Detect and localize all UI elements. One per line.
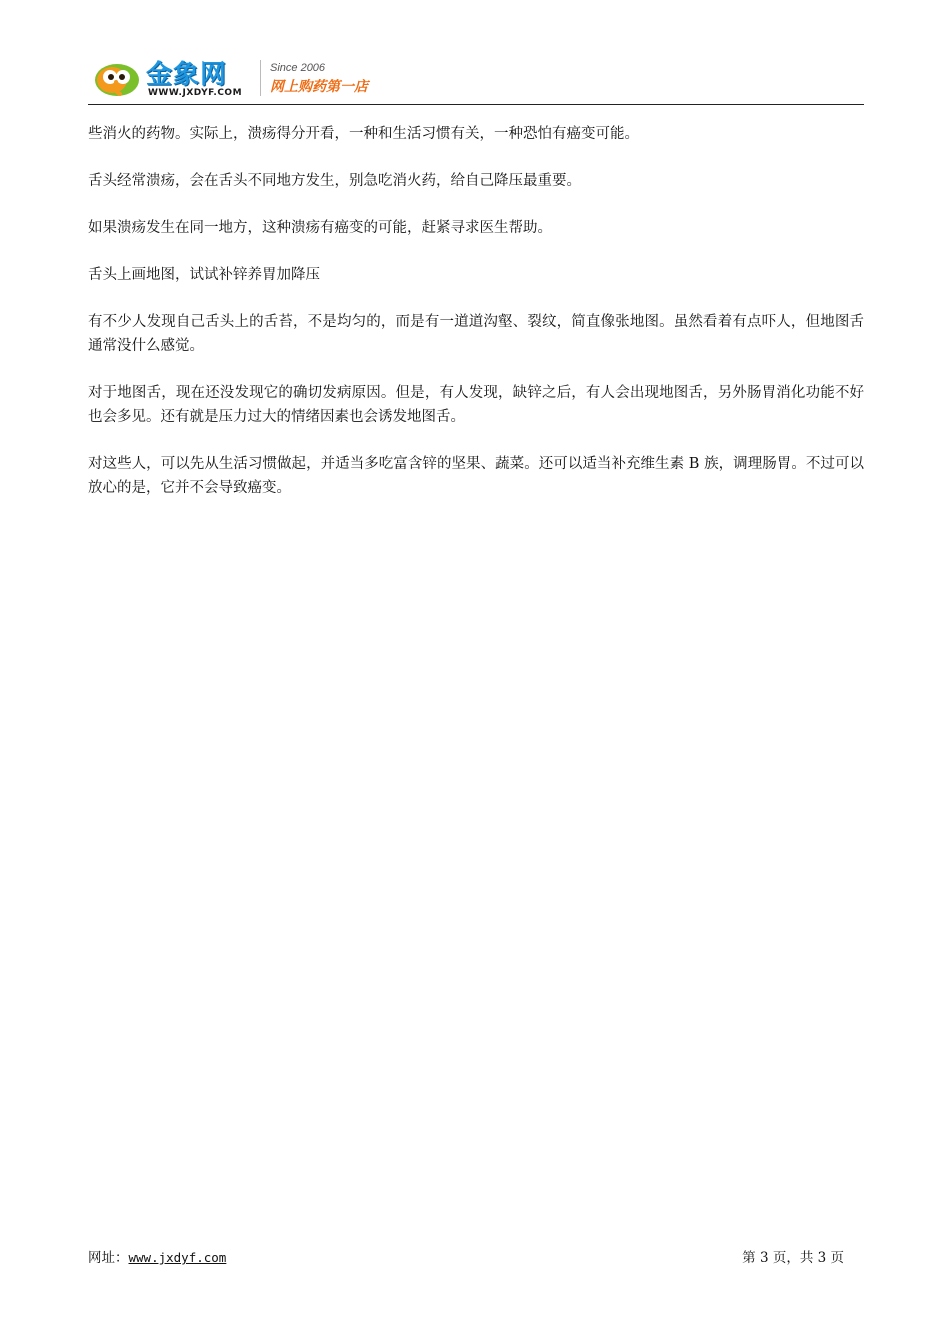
- site-logo[interactable]: [88, 52, 258, 100]
- page-footer: [88, 1246, 844, 1268]
- page-number: 第 3 页，共 3 页: [742, 1250, 844, 1266]
- header-divider: [260, 60, 261, 96]
- slogan-text: 网上购药第一店: [270, 79, 368, 95]
- paragraph: 对这些人，可以先从生活习惯做起，并适当多吃富含锌的坚果、蔬菜。还可以适当补充维生素 B 族，调理肠胃。不过可以放心的是，它并不会导致癌变。: [88, 456, 864, 496]
- paragraph: 舌头经常溃疡，会在舌头不同地方发生，别急吃消火药，给自己降压最重要。: [88, 173, 581, 189]
- footer-url-label: 网址：: [88, 1250, 129, 1266]
- logo-url-text: WWW.JXDYF.COM: [148, 88, 243, 98]
- elephant-mascot-icon: [92, 58, 142, 98]
- footer-url-block: [88, 1246, 226, 1266]
- paragraph: 有不少人发现自己舌头上的舌苔，不是均匀的，而是有一道道沟壑、裂纹，简直像张地图。虽然看着有点吓人，但地图舌通常没什么感觉。: [88, 314, 864, 354]
- paragraph: 如果溃疡发生在同一地方，这种溃疡有癌变的可能，赶紧寻求医生帮助。: [88, 220, 552, 236]
- page-header: [88, 52, 864, 105]
- since-text: Since 2006: [270, 62, 326, 74]
- document-body: [88, 122, 864, 523]
- footer-url-link[interactable]: www.jxdyf.com: [128, 1250, 227, 1265]
- paragraph: 些消火的药物。实际上，溃疡得分开看，一种和生活习惯有关，一种恐怕有癌变可能。: [88, 126, 639, 142]
- section-heading: 舌头上画地图，试试补锌养胃加降压: [88, 267, 320, 283]
- logo-brand-text: 金象网: [146, 60, 228, 90]
- paragraph: 对于地图舌，现在还没发现它的确切发病原因。但是，有人发现，缺锌之后，有人会出现地图舌，另外肠胃消化功能不好也会多见。还有就是压力过大的情绪因素也会诱发地图舌。: [88, 385, 864, 425]
